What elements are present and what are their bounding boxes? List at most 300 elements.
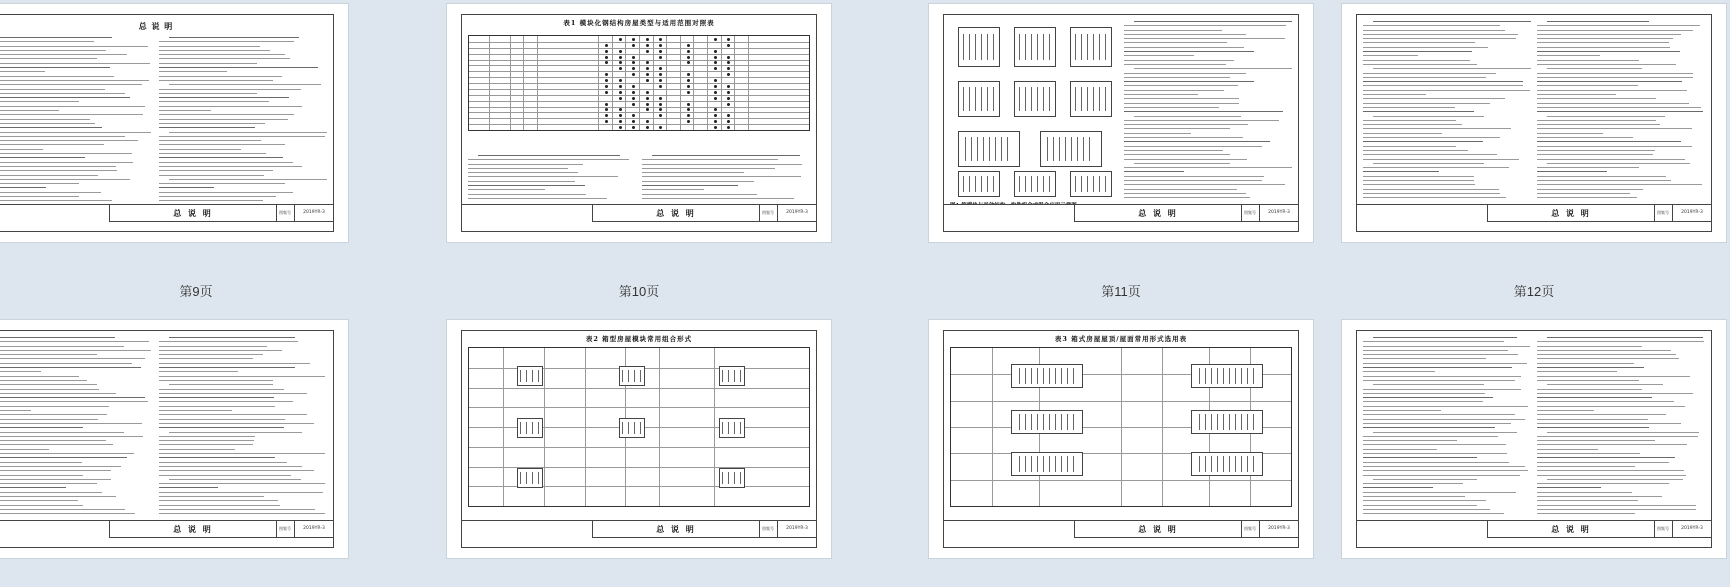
- text-line: [1363, 111, 1474, 112]
- text-line: [159, 153, 266, 154]
- text-line: [0, 432, 124, 433]
- text-line: [0, 483, 97, 484]
- text-line: [1537, 513, 1635, 514]
- text-line: [0, 393, 116, 394]
- title-block-name: 总 说 明: [592, 205, 760, 221]
- text-line: [0, 414, 107, 415]
- building-sketch: [958, 171, 1000, 197]
- drawing-frame: [943, 330, 1299, 548]
- table-dot: [659, 97, 662, 100]
- table-rule: [469, 407, 809, 408]
- text-line: [1537, 505, 1696, 506]
- text-line: [1124, 146, 1262, 147]
- text-line: [1537, 453, 1640, 454]
- sketch-hatching: [1075, 34, 1107, 61]
- sketch-hatching: [622, 422, 641, 435]
- text-line: [1363, 423, 1511, 424]
- text-line: [1363, 346, 1530, 347]
- text-line: [1537, 81, 1682, 82]
- table-dot: [619, 108, 622, 111]
- text-line: [159, 419, 285, 420]
- table-dot: [714, 67, 717, 70]
- table-dot: [605, 120, 608, 123]
- text-line: [1124, 77, 1230, 78]
- sketch-hatching: [1019, 414, 1075, 429]
- text-line: [0, 513, 135, 514]
- table-dot: [646, 44, 649, 47]
- text-line: [1537, 128, 1692, 129]
- text-line: [468, 198, 607, 199]
- text-line: [1363, 64, 1477, 65]
- text-line: [1124, 193, 1246, 194]
- table-rule: [469, 447, 809, 448]
- text-line: [1537, 47, 1670, 48]
- text-column-right: [1124, 21, 1292, 201]
- text-line: [1363, 440, 1457, 441]
- text-line: [1124, 85, 1238, 86]
- table-dot: [659, 114, 662, 117]
- text-line: [1134, 116, 1241, 117]
- text-line: [1363, 189, 1499, 190]
- building-sketch: [1070, 171, 1112, 197]
- text-line: [0, 37, 112, 38]
- text-line: [1537, 184, 1702, 185]
- text-line: [0, 449, 49, 450]
- text-line: [0, 453, 134, 454]
- building-sketch: [719, 366, 745, 386]
- table-dot: [646, 97, 649, 100]
- building-sketch: [719, 418, 745, 438]
- text-line: [159, 162, 293, 163]
- text-line: [1124, 98, 1239, 99]
- text-line: [1124, 94, 1198, 95]
- roof-table: [950, 347, 1292, 507]
- text-line: [1124, 90, 1224, 91]
- text-line: [159, 436, 255, 437]
- text-line: [1537, 367, 1644, 368]
- text-line: [0, 41, 94, 42]
- title-block-code: 2019YR-3: [786, 210, 808, 215]
- title-block-code-label: 图集号: [759, 521, 778, 537]
- text-line: [1363, 47, 1488, 48]
- text-line: [1363, 380, 1515, 381]
- text-line: [1547, 479, 1683, 480]
- text-line: [1363, 505, 1477, 506]
- text-line: [1363, 457, 1477, 458]
- text-line: [1537, 146, 1692, 147]
- title-block-code-label: 图集号: [1241, 205, 1260, 221]
- table-dot: [619, 126, 622, 129]
- text-line: [0, 371, 41, 372]
- page-thumbnail-15[interactable]: [929, 320, 1313, 558]
- text-line: [159, 505, 280, 506]
- text-line: [0, 140, 138, 141]
- text-line: [1124, 42, 1227, 43]
- text-line: [0, 162, 133, 163]
- table-dot: [619, 114, 622, 117]
- sketch-hatching: [520, 370, 539, 383]
- text-line: [159, 475, 291, 476]
- text-line: [1547, 337, 1703, 338]
- text-line: [1363, 94, 1426, 95]
- page-thumbnail-10[interactable]: [447, 4, 831, 242]
- sketch-hatching: [520, 422, 539, 435]
- text-line: [1537, 449, 1598, 450]
- text-line: [159, 46, 260, 47]
- text-line: [1537, 509, 1696, 510]
- building-sketch: [1014, 171, 1056, 197]
- text-line: [468, 181, 575, 182]
- text-line: [1537, 401, 1674, 402]
- text-line: [159, 149, 241, 150]
- text-line: [1363, 81, 1523, 82]
- text-line: [0, 63, 150, 64]
- text-line: [1124, 38, 1285, 39]
- text-line: [0, 97, 130, 98]
- text-line: [1363, 51, 1472, 52]
- text-line: [159, 354, 263, 355]
- text-line: [0, 350, 151, 351]
- table-rule: [625, 36, 626, 130]
- text-column-right: [642, 155, 810, 201]
- table-dot: [646, 103, 649, 106]
- text-line: [0, 93, 125, 94]
- table-dot: [632, 85, 635, 88]
- table-dot: [605, 50, 608, 53]
- building-sketch: [1191, 452, 1263, 476]
- text-line: [1537, 94, 1616, 95]
- text-line: [0, 384, 97, 385]
- title-block-signatures: [1487, 221, 1711, 232]
- text-line: [1363, 406, 1528, 407]
- sketch-hatching: [1075, 87, 1107, 111]
- page-label-9[interactable]: 第9页: [179, 284, 213, 299]
- building-sketch: [517, 366, 543, 386]
- table-dot: [646, 91, 649, 94]
- sketch-hatching: [1199, 368, 1255, 383]
- text-line: [159, 106, 302, 107]
- table-dot: [659, 126, 662, 129]
- text-line: [159, 119, 288, 120]
- table-dot: [619, 120, 622, 123]
- page-label-11[interactable]: 第11页: [1101, 284, 1141, 299]
- text-line: [169, 432, 302, 433]
- text-line: [159, 58, 290, 59]
- table-dot: [714, 85, 717, 88]
- text-line: [1537, 42, 1669, 43]
- text-line: [1537, 64, 1676, 65]
- text-line: [0, 337, 115, 338]
- text-line: [159, 470, 314, 471]
- text-line: [478, 155, 620, 156]
- table-rule: [666, 36, 667, 130]
- table-dot: [605, 56, 608, 59]
- table-dot: [714, 38, 717, 41]
- text-line: [1537, 414, 1666, 415]
- table-rule: [544, 348, 545, 506]
- text-line: [159, 200, 263, 201]
- building-sketch: [958, 27, 1000, 67]
- text-line: [1363, 176, 1474, 177]
- table-dot: [727, 120, 730, 123]
- text-line: [1363, 73, 1496, 74]
- table-dot: [632, 97, 635, 100]
- sketch-hatching: [963, 176, 995, 193]
- text-line: [1363, 77, 1486, 78]
- text-column-left: [0, 37, 153, 201]
- building-sketch: [1070, 81, 1112, 117]
- text-line: [1537, 141, 1681, 142]
- table-dot: [619, 67, 622, 70]
- table-dot: [646, 38, 649, 41]
- text-line: [0, 136, 125, 137]
- text-line: [1537, 167, 1639, 168]
- table-dot: [727, 44, 730, 47]
- sketch-hatching: [1019, 87, 1051, 111]
- page-thumbnail-14[interactable]: [447, 320, 831, 558]
- text-line: [1537, 419, 1648, 420]
- text-line: [1547, 21, 1649, 22]
- table-rule: [659, 348, 660, 506]
- text-line: [0, 457, 127, 458]
- text-line: [1373, 384, 1484, 385]
- title-block-name: 总 说 明: [1074, 521, 1242, 537]
- text-line: [159, 380, 273, 381]
- text-column-right: [1537, 337, 1705, 517]
- page-label-12[interactable]: 第12页: [1513, 284, 1555, 299]
- table-dot: [605, 85, 608, 88]
- table-dot: [727, 56, 730, 59]
- text-line: [1537, 159, 1685, 160]
- text-line: [1537, 436, 1698, 437]
- title-block-signatures: [592, 221, 816, 232]
- table-dot: [605, 44, 608, 47]
- table-rule: [1162, 348, 1163, 506]
- title-block: [462, 204, 816, 231]
- text-line: [1373, 68, 1531, 69]
- text-line: [0, 54, 127, 55]
- title-block-code-label: 图集号: [276, 521, 295, 537]
- table-rule: [748, 36, 749, 130]
- text-line: [1373, 432, 1517, 433]
- text-column-right: [1537, 21, 1705, 201]
- title-block-name: 总 说 明: [109, 521, 277, 537]
- drawing-frame: [0, 330, 334, 548]
- table-dot: [605, 79, 608, 82]
- text-line: [159, 397, 274, 398]
- building-sketch: [517, 468, 543, 488]
- text-line: [159, 350, 282, 351]
- text-line: [1373, 337, 1517, 338]
- text-line: [1363, 397, 1493, 398]
- text-line: [1363, 133, 1442, 134]
- page-title: 表3 箱式房屋屋顶/屋面常用形式选用表: [1054, 335, 1188, 343]
- page-thumbnail-16[interactable]: [1342, 320, 1726, 558]
- text-line: [1537, 341, 1704, 342]
- text-line: [468, 194, 586, 195]
- table-dot: [687, 85, 690, 88]
- text-line: [1537, 496, 1662, 497]
- text-line: [159, 50, 270, 51]
- text-line: [468, 168, 568, 169]
- text-line: [1537, 98, 1656, 99]
- table-rule: [734, 36, 735, 130]
- text-line: [0, 466, 121, 467]
- text-line: [1363, 167, 1509, 168]
- text-line: [1537, 358, 1679, 359]
- text-line: [159, 487, 218, 488]
- text-line: [0, 363, 132, 364]
- table-dot: [619, 97, 622, 100]
- text-line: [1537, 124, 1660, 125]
- building-sketch: [1011, 364, 1083, 388]
- drawing-frame: [461, 330, 817, 548]
- text-line: [1537, 427, 1649, 428]
- text-line: [1363, 513, 1504, 514]
- text-line: [1363, 475, 1520, 476]
- text-line: [0, 144, 104, 145]
- table-dot: [714, 56, 717, 59]
- text-line: [1124, 150, 1223, 151]
- text-line: [1363, 42, 1475, 43]
- text-line: [1537, 346, 1642, 347]
- text-line: [1537, 30, 1693, 31]
- text-line: [1124, 176, 1264, 177]
- text-line: [0, 487, 66, 488]
- text-line: [1537, 51, 1680, 52]
- text-line: [468, 159, 629, 160]
- text-line: [0, 157, 85, 158]
- text-line: [642, 198, 794, 199]
- title-block-name: 总 说 明: [1487, 205, 1655, 221]
- table-dot: [619, 50, 622, 53]
- sketch-hatching: [1075, 176, 1107, 193]
- table-dot: [605, 108, 608, 111]
- page-thumbnail-12[interactable]: [1342, 4, 1726, 242]
- page-thumbnail-11[interactable]: [929, 4, 1313, 242]
- text-line: [159, 110, 211, 111]
- text-line: [0, 101, 79, 102]
- text-line: [0, 187, 46, 188]
- text-line: [0, 436, 143, 437]
- text-line: [159, 97, 289, 98]
- text-line: [1363, 171, 1439, 172]
- text-line: [1537, 350, 1671, 351]
- text-line: [642, 185, 738, 186]
- text-line: [159, 389, 284, 390]
- title-block-code: 2019YR-3: [1681, 210, 1703, 215]
- text-line: [1537, 133, 1603, 134]
- table-dot: [659, 108, 662, 111]
- text-line: [1363, 509, 1490, 510]
- table-dot: [687, 56, 690, 59]
- text-line: [1363, 401, 1483, 402]
- title-block-code-label: 图集号: [1654, 205, 1673, 221]
- table-dot: [632, 73, 635, 76]
- drawing-frame: [1356, 14, 1712, 232]
- sketch-hatching: [722, 422, 741, 435]
- text-line: [0, 170, 117, 171]
- text-line: [159, 444, 253, 445]
- text-column-left: [468, 155, 636, 201]
- text-line: [159, 500, 278, 501]
- sketch-hatching: [1019, 34, 1051, 61]
- text-line: [1363, 410, 1441, 411]
- table-dot: [727, 97, 730, 100]
- type-table: [468, 35, 810, 131]
- text-line: [468, 172, 578, 173]
- text-line: [159, 183, 285, 184]
- table-dot: [687, 44, 690, 47]
- sketch-hatching: [1047, 137, 1095, 161]
- text-line: [0, 401, 148, 402]
- text-column-right: [159, 37, 327, 201]
- text-line: [1537, 90, 1687, 91]
- text-line: [1537, 25, 1700, 26]
- text-line: [0, 76, 114, 77]
- text-line: [1124, 141, 1270, 142]
- title-block-signatures: [109, 221, 333, 232]
- page-thumbnail-13[interactable]: [0, 320, 348, 558]
- text-line: [1547, 384, 1663, 385]
- text-line: [1124, 137, 1243, 138]
- text-line: [1537, 150, 1655, 151]
- page-label-10[interactable]: 第10页: [618, 284, 660, 299]
- table-rule: [489, 36, 490, 130]
- text-line: [0, 46, 148, 47]
- table-dot: [659, 85, 662, 88]
- text-line: [0, 127, 102, 128]
- text-line: [0, 419, 98, 420]
- text-line: [1363, 414, 1515, 415]
- text-line: [159, 346, 267, 347]
- text-line: [1363, 60, 1470, 61]
- text-line: [1537, 466, 1635, 467]
- text-line: [642, 194, 757, 195]
- text-line: [1537, 197, 1637, 198]
- text-line: [159, 423, 314, 424]
- text-line: [1537, 120, 1656, 121]
- text-line: [1134, 163, 1229, 164]
- table-rule: [714, 348, 715, 506]
- page-title: 总 说 明: [138, 21, 174, 31]
- text-line: [0, 123, 95, 124]
- page-thumbnail-9[interactable]: [0, 4, 348, 242]
- table-dot: [687, 61, 690, 64]
- text-line: [0, 462, 82, 463]
- text-line: [1124, 124, 1248, 125]
- text-line: [169, 132, 327, 133]
- table-rule: [693, 36, 694, 130]
- building-sketch: [1011, 452, 1083, 476]
- text-line: [0, 166, 116, 167]
- text-line: [1124, 81, 1254, 82]
- text-line: [1363, 350, 1508, 351]
- table-dot: [714, 91, 717, 94]
- text-line: [159, 127, 255, 128]
- text-line: [159, 414, 307, 415]
- table-dot: [727, 114, 730, 117]
- text-line: [1363, 141, 1483, 142]
- text-line: [1547, 68, 1642, 69]
- table-dot: [659, 79, 662, 82]
- text-line: [1537, 354, 1676, 355]
- title-block-signatures: [592, 537, 816, 548]
- text-line: [0, 119, 90, 120]
- text-line: [1124, 133, 1191, 134]
- sketch-hatching: [963, 87, 995, 111]
- text-line: [1124, 111, 1283, 112]
